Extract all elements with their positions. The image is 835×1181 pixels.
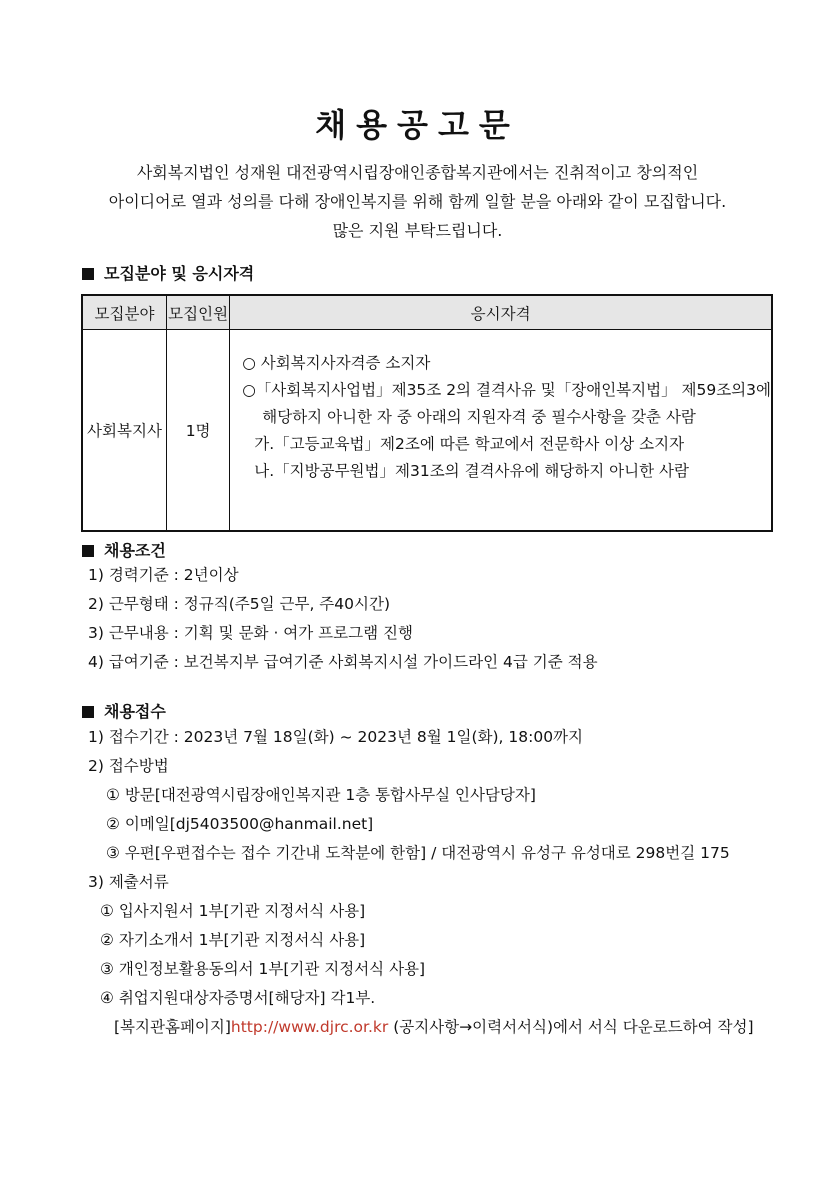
- page-title: 채용공고문: [315, 106, 520, 144]
- square-bullet-icon: [82, 545, 94, 557]
- table-header-cell: 모집인원: [166, 295, 229, 330]
- method-item: ① 방문[대전광역시립장애인복지관 1층 통합사무실 인사담당자]: [106, 786, 536, 804]
- section-heading-application: [82, 699, 166, 722]
- section-heading-recruitment: [82, 261, 254, 284]
- qualification-line: ○ 사회복지사자격증 소지자: [242, 354, 431, 372]
- document-item: ④ 취업지원대상자증명서[해당자] 각1부.: [100, 989, 376, 1007]
- document-item: ① 입사지원서 1부[기관 지정서식 사용]: [100, 902, 366, 920]
- conditions-list: [88, 561, 598, 677]
- square-bullet-icon: [82, 268, 94, 280]
- document-item: ③ 개인정보활용동의서 1부[기관 지정서식 사용]: [100, 960, 426, 978]
- intro-line: 많은 지원 부탁드립니다.: [332, 221, 503, 240]
- list-item: 3) 제출서류: [88, 873, 169, 891]
- intro-paragraph: [40, 158, 795, 245]
- section-heading-label: 모집분야 및 응시자격: [104, 264, 255, 283]
- list-item: 1) 경력기준 : 2년이상: [88, 566, 239, 584]
- square-bullet-icon: [82, 706, 94, 718]
- qualification-line: 가.「고등교육법」제2조에 따른 학교에서 전문학사 이상 소지자: [254, 435, 685, 453]
- list-item: 2) 근무형태 : 정규직(주5일 근무, 주40시간): [88, 595, 390, 613]
- qualification-line: ○「사회복지사업법」제35조 2의 결격사유 및「장애인복지법」 제59조의3에: [242, 381, 771, 399]
- qualification-line: 나.「지방공무원법」제31조의 결격사유에 해당하지 아니한 사람: [254, 462, 689, 480]
- list-item: 4) 급여기준 : 보건복지부 급여기준 사회복지시설 가이드라인 4급 기준 적용: [88, 653, 598, 671]
- homepage-link[interactable]: http://www.djrc.or.kr: [230, 1018, 389, 1036]
- table-row: [82, 330, 772, 532]
- document-item: ② 자기소개서 1부[기관 지정서식 사용]: [100, 931, 366, 949]
- section-heading-label: 채용조건: [104, 541, 166, 560]
- note-prefix: [복지관홈페이지]: [114, 1018, 231, 1036]
- qualification-line: 해당하지 아니한 자 중 아래의 지원자격 중 필수사항을 갖춘 사람: [262, 408, 696, 426]
- intro-line: 사회복지법인 성재원 대전광역시립장애인종합복지관에서는 진취적이고 창의적인: [136, 163, 699, 182]
- recruitment-table: [81, 294, 773, 532]
- download-note: [88, 1013, 754, 1042]
- table-cell-field: 사회복지사: [82, 330, 166, 532]
- note-suffix: (공지사항→이력서서식)에서 서식 다운로드하여 작성]: [388, 1018, 754, 1036]
- table-cell-qualifications: [230, 330, 772, 532]
- table-cell-count: 1명: [166, 330, 229, 532]
- section-heading-label: 채용접수: [104, 702, 166, 721]
- method-item: ② 이메일[dj5403500@hanmail.net]: [106, 815, 374, 833]
- list-item: 1) 접수기간 : 2023년 7월 18일(화) ~ 2023년 8월 1일(화), 18:00까지: [88, 728, 583, 746]
- table-header-cell: 응시자격: [230, 295, 772, 330]
- list-item: 3) 근무내용 : 기획 및 문화 · 여가 프로그램 진행: [88, 624, 413, 642]
- intro-line: 아이디어로 열과 성의를 다해 장애인복지를 위해 함께 일할 분을 아래와 같이 모집합니다.: [108, 192, 727, 211]
- list-item: 2) 접수방법: [88, 757, 169, 775]
- section-heading-conditions: [82, 538, 166, 561]
- table-header-cell: 모집분야: [82, 295, 166, 330]
- application-list: [88, 723, 754, 1042]
- method-item: ③ 우편[우편접수는 접수 기간내 도착분에 한함] / 대전광역시 유성구 유성대로 298번길 175: [106, 844, 730, 862]
- table-header-row: [82, 295, 772, 330]
